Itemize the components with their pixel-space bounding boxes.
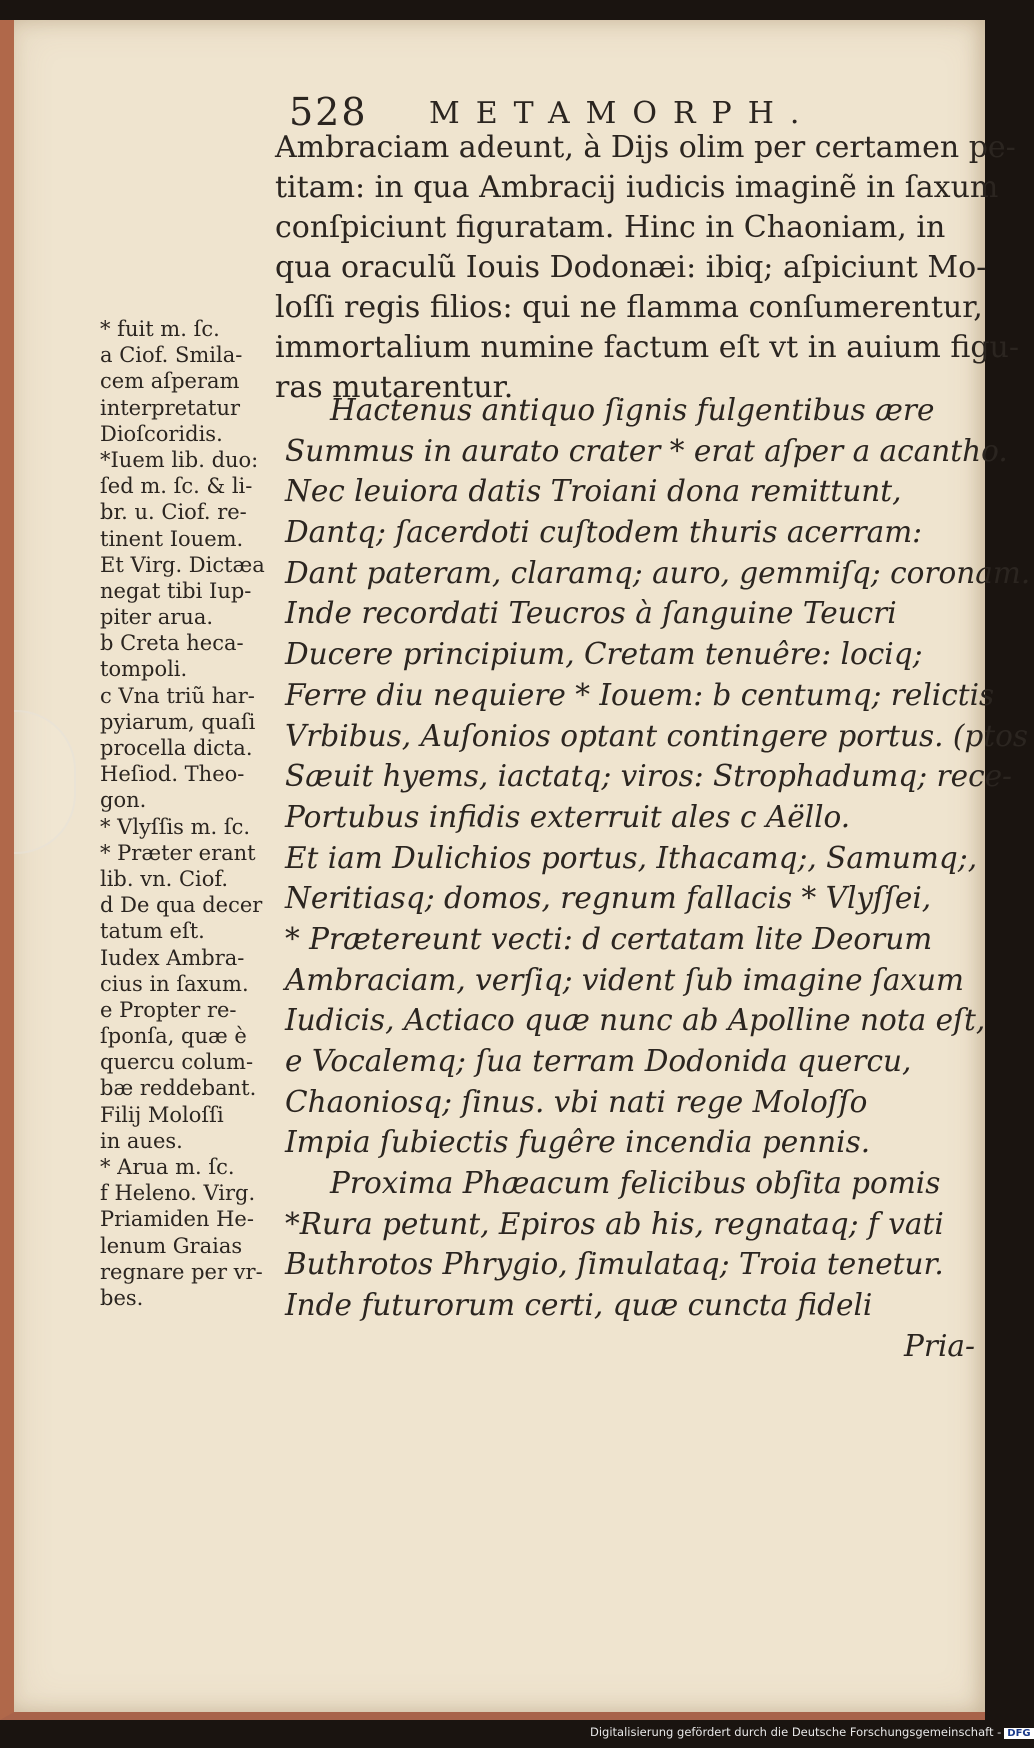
verse-line: Hactenus antiquo ſignis fulgentibus ære — [330, 393, 935, 427]
digitization-credit — [590, 1725, 1031, 1745]
margin-note: br. u. Ciof. re- — [100, 500, 247, 525]
margin-note: tatum eſt. — [100, 919, 205, 944]
margin-note: gon. — [100, 788, 147, 813]
margin-note: lib. vn. Ciof. — [100, 866, 229, 891]
verse-line: Neritiasq; domos, regnum fallacis * Vlyſſei, — [285, 881, 932, 916]
margin-note: * fuit m. ſc. — [100, 317, 220, 341]
verse-line: Sæuit hyems, iactatq; viros: Strophadumq; rece- — [285, 759, 1013, 794]
credit-text: Digitalisierung gefördert durch die Deutsche Forschungsgemeinschaft - — [590, 1725, 1002, 1739]
prose-line: qua oraculũ Iouis Dodonæi: ibiq; aſpiciunt Mo- — [275, 250, 987, 285]
margin-note: tinent Iouem. — [100, 526, 244, 551]
verse-line: Et iam Dulichios portus, Ithacamq;, Samumq;, — [285, 840, 978, 875]
verse-line: Vrbibus, Auſonios optant contingere portus. (ptos — [285, 718, 1029, 753]
margin-note: *Iuem lib. duo: — [100, 447, 259, 472]
verse-line: Inde futurorum certi, quæ cuncta fideli — [285, 1288, 873, 1323]
verse-line: Nec leuiora datis Troiani dona remittunt, — [285, 474, 902, 509]
prose-line: immortalium numine factum eſt vt in auium figu- — [275, 330, 1019, 365]
margin-note: a Ciof. Smila- — [100, 343, 243, 368]
verse-line: Portubus infidis exterruit ales c Aëllo. — [285, 799, 851, 834]
margin-note: quercu colum- — [100, 1050, 254, 1075]
margin-note: cem aſperam — [100, 369, 240, 394]
margin-note: bes. — [100, 1285, 144, 1310]
margin-note: f Heleno. Virg. — [100, 1181, 256, 1206]
prose-line: Ambraciam adeunt, à Dijs olim per certamen pe- — [275, 130, 1016, 165]
verse-text — [285, 390, 1031, 1367]
margin-note: pyiarum, quaſi — [100, 709, 256, 734]
verse-line: e Vocalemq; ſua terram Dodonida quercu, — [285, 1044, 912, 1078]
margin-note: c Vna triũ har- — [100, 683, 255, 708]
margin-note: cius in ſaxum. — [100, 971, 249, 996]
margin-note: b Creta heca- — [100, 631, 244, 656]
verse-line: Ducere principium, Cretam tenuêre: lociq; — [285, 637, 923, 672]
page-number: 528 — [289, 90, 368, 134]
margin-note: Iudex Ambra- — [100, 945, 245, 970]
prose-line: titam: in qua Ambracij iudicis imaginẽ in ſaxum — [275, 170, 999, 205]
margin-note: * Arua m. ſc. — [100, 1155, 235, 1179]
margin-note: Heſiod. Theo- — [100, 762, 245, 787]
margin-note: d De qua decer — [100, 893, 263, 918]
verse-line: Ambraciam, verſiq; vident ſub imagine ſaxum — [285, 962, 965, 997]
verse-line: Impia ſubiectis fugêre incendia pennis. — [285, 1125, 871, 1160]
margin-note: lenum Graias — [100, 1233, 243, 1258]
verse-line: Summus in aurato crater * erat aſper a acantho. — [285, 433, 1008, 468]
margin-note: Filij Moloſſi — [100, 1102, 224, 1127]
verse-line: Dant pateram, claramq; auro, gemmiſq; coronam. — [285, 555, 1031, 590]
margin-note: negat tibi Iup- — [100, 578, 252, 603]
margin-note: piter arua. — [100, 605, 214, 630]
margin-note: * Vlyſſis m. ſc. — [100, 814, 251, 839]
margin-note: * Præter erant — [100, 840, 256, 865]
catchword: Pria- — [904, 1328, 975, 1363]
running-title: METAMORPH. — [429, 96, 816, 131]
prose-summary — [275, 128, 1019, 408]
margin-note: Et Virg. Dictæa — [100, 552, 265, 577]
margin-note: interpretatur — [100, 395, 241, 420]
verse-line: * Prætereunt vecti: d certatam lite Deorum — [285, 921, 933, 956]
margin-note: ſponſa, quæ è — [100, 1024, 247, 1049]
margin-note: tompoli. — [100, 657, 188, 682]
margin-note: procella dicta. — [100, 736, 253, 760]
verse-line: Proxima Phæacum felicibus obſita pomis — [330, 1166, 941, 1201]
verse-line: Chaoniosq; ſinus. vbi nati rege Moloſſo — [285, 1084, 868, 1119]
page-clip — [14, 710, 76, 854]
verse-line: Buthrotos Phrygio, ſimulataq; Troia tenetur. — [285, 1247, 944, 1282]
margin-note: regnare per vr- — [100, 1259, 263, 1284]
margin-note: Dioſcoridis. — [100, 421, 223, 446]
verse-line: Dantq; ſacerdoti cuſtodem thuris acerram: — [285, 515, 923, 550]
prose-line: ras mutarentur. — [275, 370, 514, 405]
margin-note: ſed m. ſc. & li- — [100, 474, 253, 499]
margin-note: Priamiden He- — [100, 1207, 254, 1232]
verse-line: Iudicis, Actiaco quæ nunc ab Apolline nota eſt, — [285, 1003, 986, 1038]
dfg-logo: DFG — [1004, 1728, 1033, 1739]
prose-line: conſpiciunt figuratam. Hinc in Chaoniam, in — [275, 210, 946, 245]
margin-notes — [100, 316, 300, 1311]
margin-note: in aues. — [100, 1128, 183, 1153]
margin-note: bæ reddebant. — [100, 1076, 257, 1101]
verse-line: Inde recordati Teucros à ſanguine Teucri — [285, 596, 897, 631]
margin-note: e Propter re- — [100, 997, 237, 1022]
verse-line: Ferre diu nequiere * Iouem: b centumq; relictis — [285, 677, 995, 712]
verse-line: *Rura petunt, Epiros ab his, regnataq; f vati — [285, 1206, 944, 1241]
prose-line: loſſi regis filios: qui ne flamma conſumerentur, — [275, 290, 983, 325]
